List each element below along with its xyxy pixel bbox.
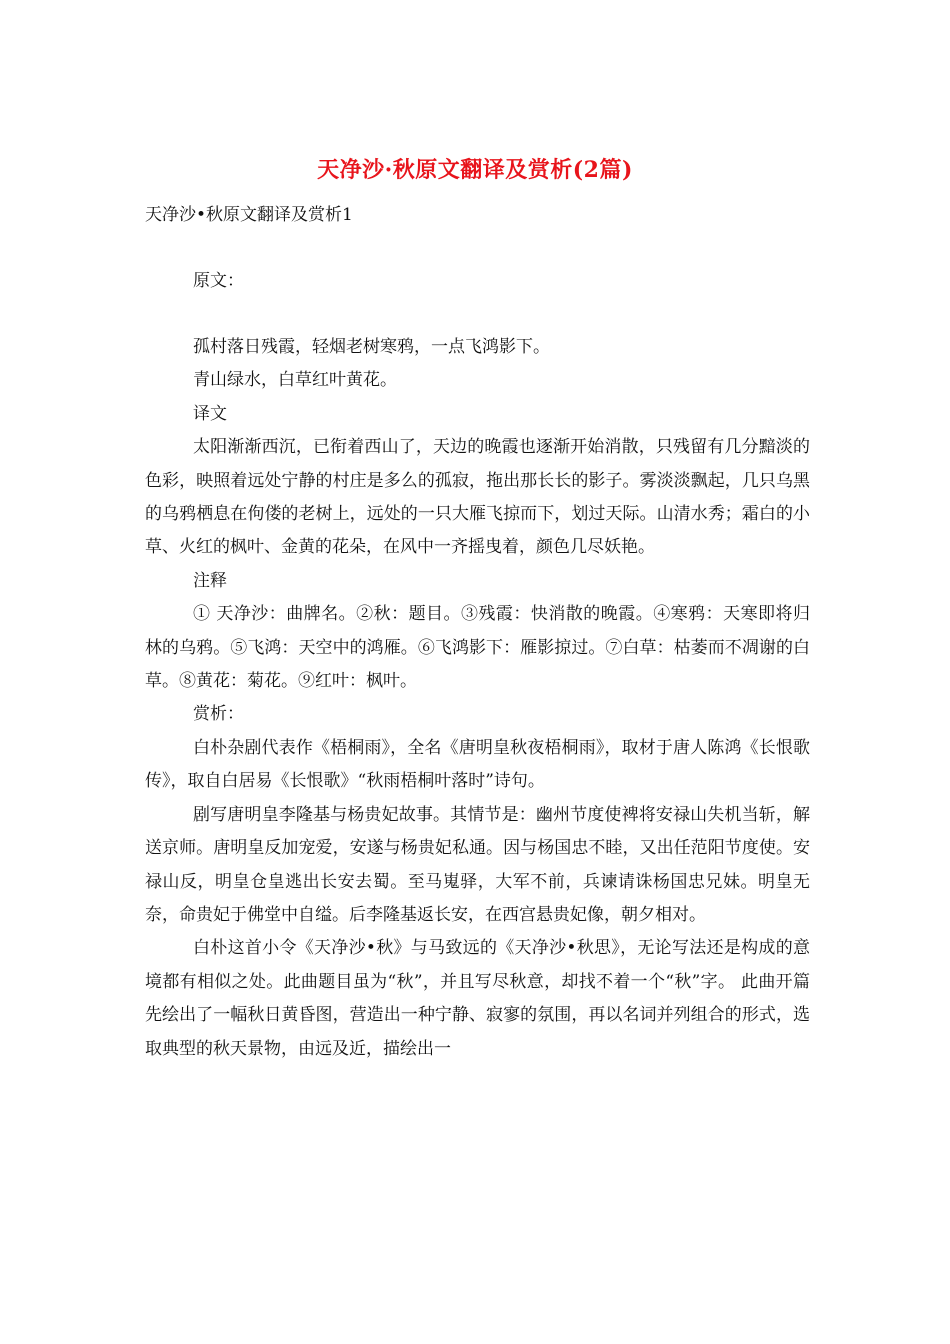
main-text-block bbox=[145, 331, 810, 1066]
translation-paragraph: 太阳渐渐西沉，已衔着西山了，天边的晚霞也逐渐开始消散，只残留有几分黯淡的色彩，映照着远处宁静的村庄是多么的孤寂，拖出那长长的影子。雾淡淡飘起，几只乌黑的乌鸦栖息在佝偻的老树上，远处的一只大雁飞掠而下，划过天际。山清水秀；霜白的小草、火红的枫叶、金黄的花朵，在风中一齐摇曳着，颜色几尽妖艳。 bbox=[145, 437, 810, 558]
appreciation-paragraph-3: 白朴这首小令《天净沙•秋》与马致远的《天净沙•秋思》，无论写法还是构成的意境都有相似之处。此曲题目虽为“秋”，并且写尽秋意，却找不着一个“秋”字。 此曲开篇先绘出了一幅秋日黄昏图，营造出一种宁静、寂寥的氛围，再以名词并列组合的形式，选取典型的秋天景物，由远及近，描绘出一 bbox=[145, 938, 810, 1059]
appreciation-paragraph-2: 剧写唐明皇李隆基与杨贵妃故事。其情节是：幽州节度使裨将安禄山失机当斩，解送京师。唐明皇反加宠爱，安遂与杨贵妃私通。因与杨国忠不睦，又出任范阳节度使。安禄山反，明皇仓皇逃出长安去蜀。至马嵬驿，大军不前，兵谏请诛杨国忠兄妹。明皇无奈，命贵妃于佛堂中自缢。后李隆基返长安，在西宫悬贵妃像，朝夕相对。 bbox=[145, 804, 810, 925]
original-label: 原文： bbox=[193, 271, 244, 291]
translation-label: 译文 bbox=[193, 403, 227, 424]
appreciation-paragraph-1: 白朴杂剧代表作《梧桐雨》，全名《唐明皇秋夜梧桐雨》，取材于唐人陈鸿《长恨歌传》，取自白居易《长恨歌》“秋雨梧桐叶落时”诗句。 bbox=[145, 737, 810, 792]
section-heading: 天净沙•秋原文翻译及赏析1 bbox=[145, 205, 353, 225]
appreciation-label: 赏析： bbox=[193, 704, 244, 725]
document-title: 天净沙·秋原文翻译及赏析(2篇) bbox=[317, 157, 633, 183]
notes-label: 注释 bbox=[193, 570, 227, 591]
poem-line-2: 青山绿水，白草红叶黄花。 bbox=[193, 370, 397, 391]
original-label-block bbox=[145, 265, 810, 298]
notes-paragraph: ① 天净沙：曲牌名。②秋：题目。③残霞：快消散的晚霞。④寒鸦：天寒即将归林的乌鸦。⑤飞鸿：天空中的鸿雁。⑥飞鸿影下：雁影掠过。⑦白草：枯萎而不凋谢的白草。⑧黄花：菊花。⑨红叶：枫叶。 bbox=[145, 604, 810, 692]
poem-line-1: 孤村落日残霞，轻烟老树寒鸦，一点飞鸿影下。 bbox=[193, 337, 550, 357]
